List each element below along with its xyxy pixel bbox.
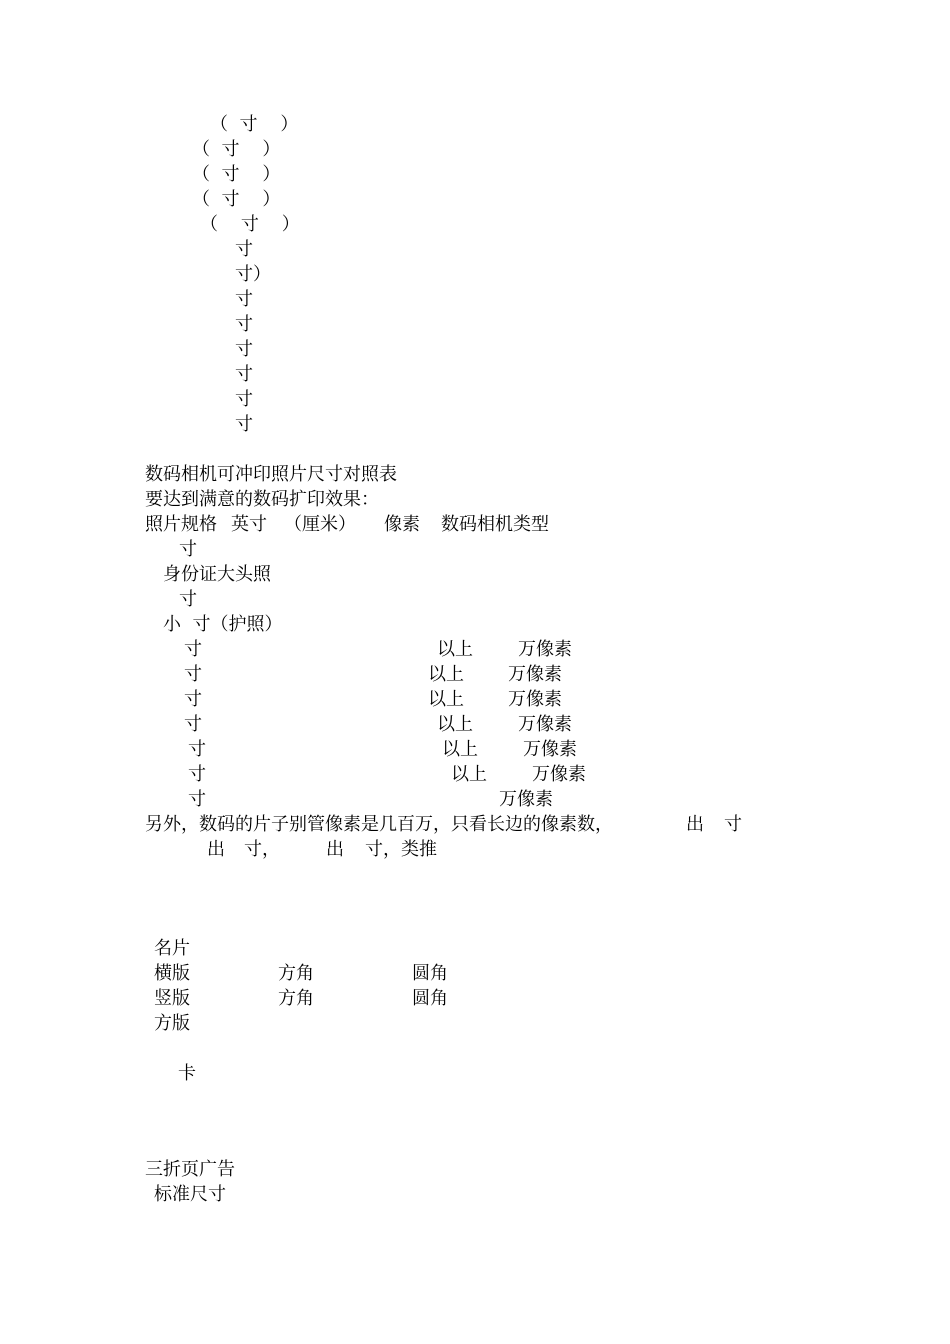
- photo-note-inch: 寸，类推: [365, 839, 437, 860]
- photo-row-spec: 寸: [179, 589, 197, 610]
- photo-note-line1: 另外，数码的片子别管像素是几百万，只看长边的像素数，: [145, 814, 613, 835]
- inch-list-item: （ 寸 ）: [192, 139, 281, 160]
- photo-row-spec: 寸: [188, 789, 206, 810]
- card-row-round-corner: 圆角: [412, 963, 448, 984]
- photo-row-spec: 小 寸（护照）: [163, 614, 283, 635]
- photo-row-above: 以上: [451, 764, 487, 785]
- card-row-label: 横版: [154, 963, 190, 984]
- inch-list-item: 寸: [235, 364, 253, 385]
- header-spec: 照片规格: [145, 514, 217, 535]
- card-row-label: 竖版: [154, 988, 190, 1009]
- inch-list-item: 寸: [235, 239, 253, 260]
- header-pixels: 像素: [384, 514, 420, 535]
- photo-row-above: 以上: [428, 689, 464, 710]
- photo-note-inch: 寸: [724, 814, 742, 835]
- photo-row-spec: 寸: [188, 764, 206, 785]
- inch-list-item: （ 寸 ）: [200, 214, 300, 235]
- photo-note-inch: 寸，: [244, 839, 280, 860]
- photo-row-spec: 寸: [184, 689, 202, 710]
- card-row-square-corner: 方角: [278, 963, 314, 984]
- photo-row-spec: 寸: [184, 639, 202, 660]
- header-inch: 英寸: [231, 514, 267, 535]
- card-row-square-corner: 方角: [278, 988, 314, 1009]
- card-row-label: 方版: [154, 1013, 190, 1034]
- photo-row-spec: 寸: [179, 539, 197, 560]
- photo-row-megapixels: 万像素: [523, 739, 577, 760]
- photo-row-spec: 寸: [184, 664, 202, 685]
- photo-row-megapixels: 万像素: [518, 714, 572, 735]
- photo-row-above: 以上: [437, 714, 473, 735]
- trifold-standard-size: 标准尺寸: [154, 1184, 226, 1205]
- card-section-title: 名片: [154, 938, 190, 959]
- inch-list-item: 寸: [235, 314, 253, 335]
- photo-row-megapixels: 万像素: [499, 789, 553, 810]
- inch-list-item: 寸: [235, 389, 253, 410]
- photo-note-out: 出: [686, 814, 704, 835]
- photo-row-megapixels: 万像素: [532, 764, 586, 785]
- photo-note-out: 出: [207, 839, 225, 860]
- photo-note-out: 出: [326, 839, 344, 860]
- photo-row-megapixels: 万像素: [518, 639, 572, 660]
- photo-row-megapixels: 万像素: [508, 689, 562, 710]
- photo-section-title: 数码相机可冲印照片尺寸对照表: [145, 464, 397, 485]
- card-label: 卡: [178, 1063, 196, 1084]
- photo-row-spec: 寸: [184, 714, 202, 735]
- photo-row-spec: 寸: [188, 739, 206, 760]
- photo-row-above: 以上: [428, 664, 464, 685]
- photo-row-megapixels: 万像素: [508, 664, 562, 685]
- photo-row-above: 以上: [442, 739, 478, 760]
- photo-section-subtitle: 要达到满意的数码扩印效果：: [145, 489, 379, 510]
- photo-row-above: 以上: [437, 639, 473, 660]
- inch-list-item: 寸: [235, 289, 253, 310]
- photo-row-spec: 身份证大头照: [163, 564, 271, 585]
- header-cm: （厘米）: [284, 514, 356, 535]
- inch-list-item: （ 寸 ）: [192, 189, 281, 210]
- trifold-section-title: 三折页广告: [145, 1159, 235, 1180]
- inch-list-item: （ 寸 ）: [192, 164, 281, 185]
- card-row-round-corner: 圆角: [412, 988, 448, 1009]
- inch-list-item: 寸: [235, 339, 253, 360]
- header-camera-type: 数码相机类型: [441, 514, 549, 535]
- inch-list-item: 寸: [235, 414, 253, 435]
- inch-list-item: （ 寸 ）: [210, 114, 299, 135]
- inch-list-item: 寸）: [235, 264, 271, 285]
